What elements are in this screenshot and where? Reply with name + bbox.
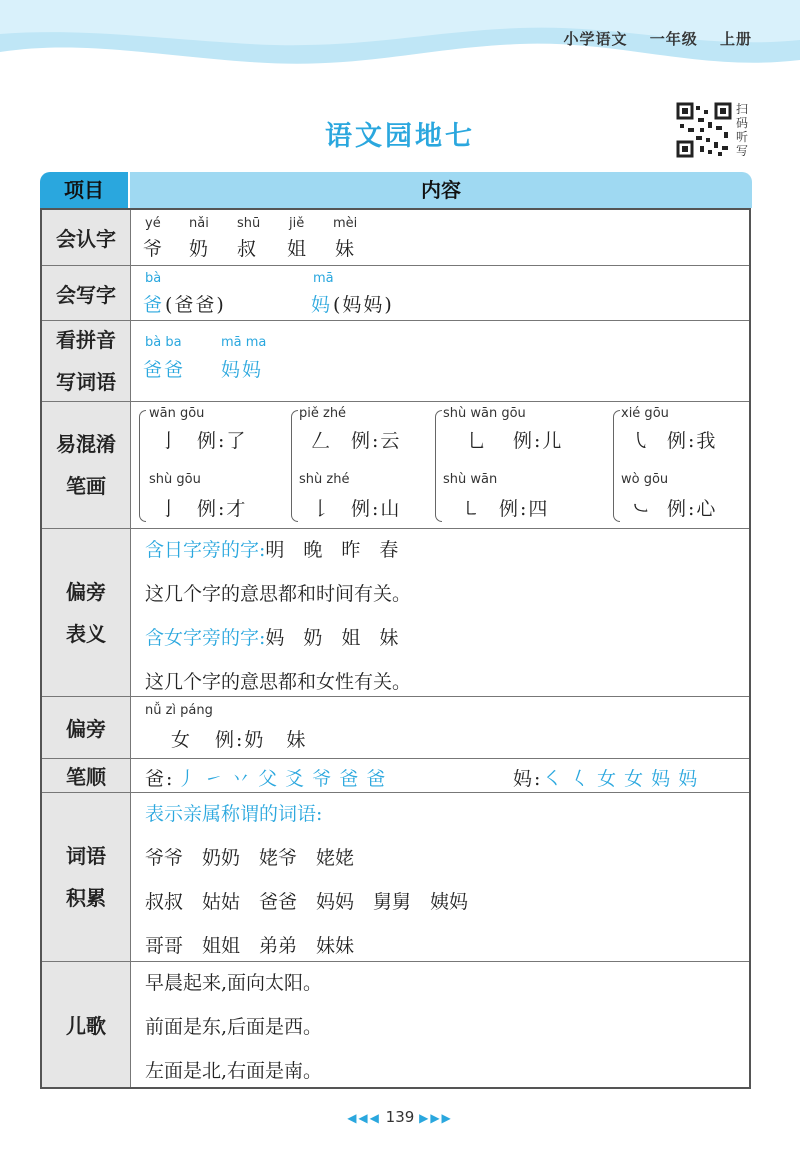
character: 叔 [237, 238, 259, 260]
stroke-pinyin: shù zhé [299, 472, 350, 487]
rhyme-line: 左面是北,右面是南。 [145, 1060, 323, 1082]
row-strokes [42, 401, 749, 528]
stroke-glyph: ㇃ [631, 498, 653, 520]
words-line: 叔叔 姑姑 爸爸 妈妈 舅舅 姨妈 [145, 891, 469, 913]
radical-label: 含日字旁的字: [145, 539, 266, 561]
qr-label-char: 码 [736, 116, 749, 130]
page-number: 139 [385, 1108, 415, 1126]
stroke-order-sequence: 丿 ㇀ 丷 父 爻 爷 爸 爸 [177, 768, 387, 790]
bracket [613, 410, 620, 522]
next-arrows-icon: ▶▶▶ [419, 1111, 453, 1125]
pinyin: bà ba [145, 335, 182, 350]
word: (爸爸) [165, 294, 226, 316]
word: 妈妈 [221, 359, 264, 381]
row-label: 偏旁 [42, 697, 131, 758]
row-label-line: 笔画 [66, 474, 106, 498]
radical-glyph: 女 [171, 729, 193, 751]
row-words [42, 792, 749, 961]
radical-explanation: 这几个字的意思都和时间有关。 [145, 583, 412, 605]
row-label-line: 写词语 [56, 370, 116, 394]
stroke-pinyin: wān gōu [149, 406, 205, 421]
qr-code-icon[interactable] [676, 102, 732, 158]
radical-chars: 妈 奶 姐 妹 [265, 627, 399, 649]
row-content [131, 793, 749, 961]
stroke-glyph: 亅 [159, 498, 181, 520]
row-label-line: 词语 [66, 844, 106, 868]
stroke-pinyin: piě zhé [299, 406, 347, 421]
header-item: 项目 [40, 172, 128, 208]
row-rhyme [42, 961, 749, 1087]
character: 妈 [311, 294, 333, 316]
rhyme-line: 早晨起来,面向太阳。 [145, 972, 323, 994]
header-subject: 小学语文 [563, 30, 628, 48]
page-title: 语文园地七 [325, 121, 475, 152]
pinyin: nǎi [189, 216, 209, 231]
row-label: 会写字 [42, 266, 131, 320]
stroke-order-sequence: ㇛ 𡿨 女 女 妈 妈 [543, 768, 699, 790]
row-label [42, 321, 131, 401]
row-label: 会认字 [42, 210, 131, 265]
row-content [131, 321, 749, 401]
bracket [291, 410, 298, 522]
row-label: 儿歌 [42, 962, 131, 1087]
stroke-glyph: 亅 [159, 430, 181, 452]
words-line: 爷爷 奶奶 姥爷 姥姥 [145, 847, 355, 869]
pinyin: shū [237, 216, 261, 231]
stroke-pinyin: wò gōu [621, 472, 669, 487]
row-content [131, 759, 749, 792]
row-radical [42, 696, 749, 758]
rhyme-line: 前面是东,后面是西。 [145, 1016, 323, 1038]
stroke-example: 例:山 [351, 498, 402, 520]
table-header [40, 172, 752, 208]
stroke-example: 例:四 [499, 498, 550, 520]
row-content [131, 210, 749, 265]
stroke-glyph: 乚 [467, 430, 489, 452]
row-pinyin [42, 320, 749, 401]
stroke-pinyin: shù wān [443, 472, 498, 487]
header-grade: 一年级 [649, 30, 698, 48]
pinyin: mèi [333, 216, 358, 231]
word: 爸爸 [143, 359, 186, 381]
stroke-glyph: 𠄌 [311, 498, 333, 520]
stroke-pinyin: shù wān gōu [443, 406, 526, 421]
qr-label [736, 102, 752, 158]
character: 奶 [189, 238, 211, 260]
row-label-line: 易混淆 [56, 432, 116, 456]
stroke-example: 例:了 [197, 430, 248, 452]
page-number-bar [0, 1108, 800, 1126]
row-stroke-order [42, 758, 749, 792]
stroke-glyph: 𠃋 [311, 430, 333, 452]
stroke-order-char: 爸: [145, 768, 175, 790]
radical-example: 例:奶 妹 [215, 729, 308, 751]
bracket [435, 410, 442, 522]
character: 爷 [143, 238, 165, 260]
words-line: 哥哥 姐姐 弟弟 妹妹 [145, 935, 355, 957]
word: (妈妈) [333, 294, 394, 316]
row-content [131, 697, 749, 758]
stroke-example: 例:云 [351, 430, 402, 452]
pinyin: bà [145, 271, 162, 286]
row-label-line: 积累 [66, 886, 106, 910]
bracket [139, 410, 146, 522]
stroke-example: 例:我 [667, 430, 718, 452]
row-label [42, 793, 131, 961]
content-table [40, 208, 751, 1089]
row-radical-meaning [42, 528, 749, 696]
stroke-pinyin: xié gōu [621, 406, 669, 421]
row-content [131, 962, 749, 1087]
character: 爸 [143, 294, 165, 316]
stroke-example: 例:心 [667, 498, 718, 520]
pinyin: jiě [289, 216, 305, 231]
stroke-pinyin: shù gōu [149, 472, 201, 487]
stroke-order-char: 妈: [513, 768, 543, 790]
radical-line [145, 623, 398, 650]
row-label-line: 表义 [66, 621, 106, 646]
qr-label-char: 听 [736, 130, 749, 144]
row-content [131, 529, 749, 696]
row-label: 笔顺 [42, 759, 131, 792]
row-label-line: 看拼音 [56, 328, 116, 352]
stroke-example: 例:才 [197, 498, 248, 520]
pinyin: yé [145, 216, 161, 231]
row-label [42, 529, 131, 696]
radical-chars: 明 晚 昨 春 [265, 539, 399, 561]
pinyin: mā [313, 271, 334, 286]
qr-label-char: 扫 [736, 102, 749, 116]
row-write [42, 265, 749, 320]
character: 姐 [287, 238, 309, 260]
character: 妹 [335, 238, 357, 260]
header-info [547, 28, 752, 49]
qr-label-char: 写 [736, 144, 749, 158]
header-volume: 上册 [719, 30, 752, 48]
radical-explanation: 这几个字的意思都和女性有关。 [145, 671, 412, 693]
row-content [131, 266, 749, 320]
radical-line [145, 535, 398, 562]
row-label [42, 402, 131, 528]
radical-pinyin: nǚ zì páng [145, 703, 213, 718]
words-heading: 表示亲属称谓的词语: [145, 803, 323, 825]
radical-label: 含女字旁的字: [145, 627, 266, 649]
header-content: 内容 [130, 172, 752, 208]
row-label-line: 偏旁 [66, 579, 106, 604]
stroke-glyph: ㇂ [631, 430, 653, 452]
row-recognize [42, 208, 749, 265]
stroke-example: 例:儿 [513, 430, 564, 452]
row-content [131, 402, 749, 528]
stroke-glyph: ㇄ [461, 498, 483, 520]
prev-arrows-icon: ◀◀◀ [347, 1111, 381, 1125]
pinyin: mā ma [221, 335, 267, 350]
